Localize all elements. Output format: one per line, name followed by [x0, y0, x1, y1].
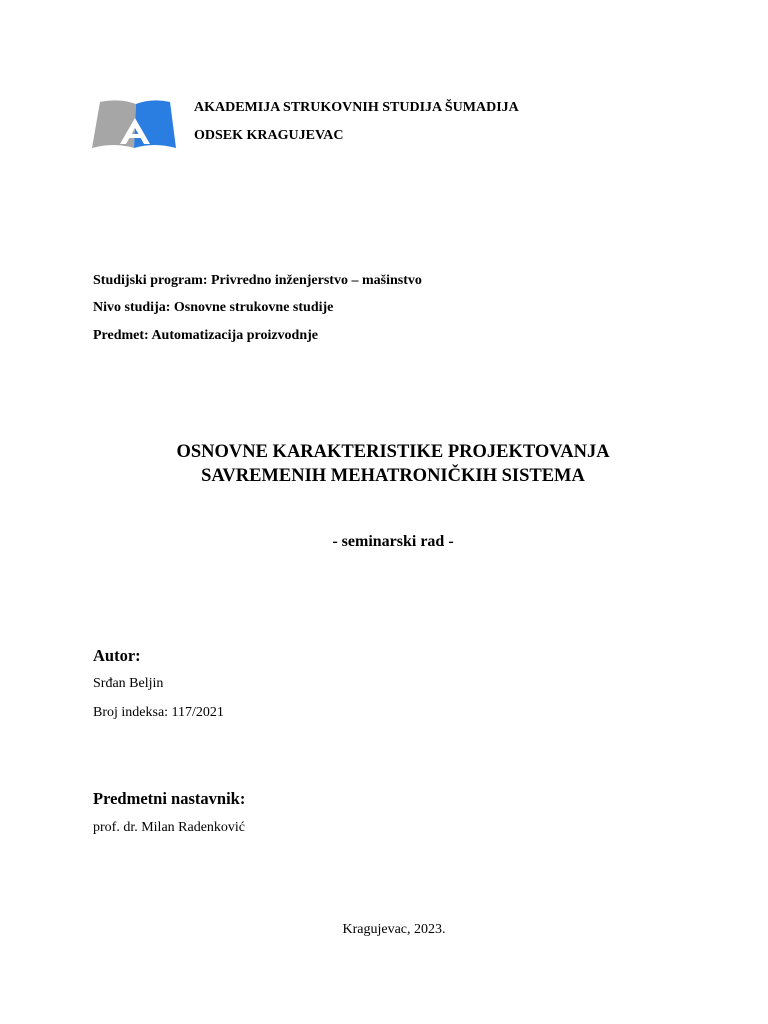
- author-heading: Autor:: [93, 646, 141, 665]
- author-name: Srđan Beljin: [93, 676, 164, 691]
- study-level: Nivo studija: Osnovne strukovne studije: [93, 300, 334, 315]
- department-name: ODSEK KRAGUJEVAC: [194, 128, 344, 143]
- author-index-number: Broj indeksa: 117/2021: [93, 705, 224, 720]
- institution-name: AKADEMIJA STRUKOVNIH STUDIJA ŠUMADIJA: [194, 100, 519, 115]
- document-subtitle: - seminarski rad -: [332, 533, 454, 550]
- subject: Predmet: Automatizacija proizvodnje: [93, 328, 318, 343]
- academy-book-logo-icon: [90, 98, 178, 150]
- teacher-heading: Predmetni nastavnik:: [93, 789, 246, 808]
- place-and-year: Kragujevac, 2023.: [342, 922, 446, 937]
- study-program: Studijski program: Privredno inženjerstvo – mašinstvo: [93, 273, 422, 288]
- document-title-line-2: SAVREMENIH MEHATRONIČKIH SISTEMA: [201, 466, 585, 486]
- teacher-name: prof. dr. Milan Radenković: [93, 820, 246, 835]
- document-title-line-1: OSNOVNE KARAKTERISTIKE PROJEKTOVANJA: [176, 442, 610, 462]
